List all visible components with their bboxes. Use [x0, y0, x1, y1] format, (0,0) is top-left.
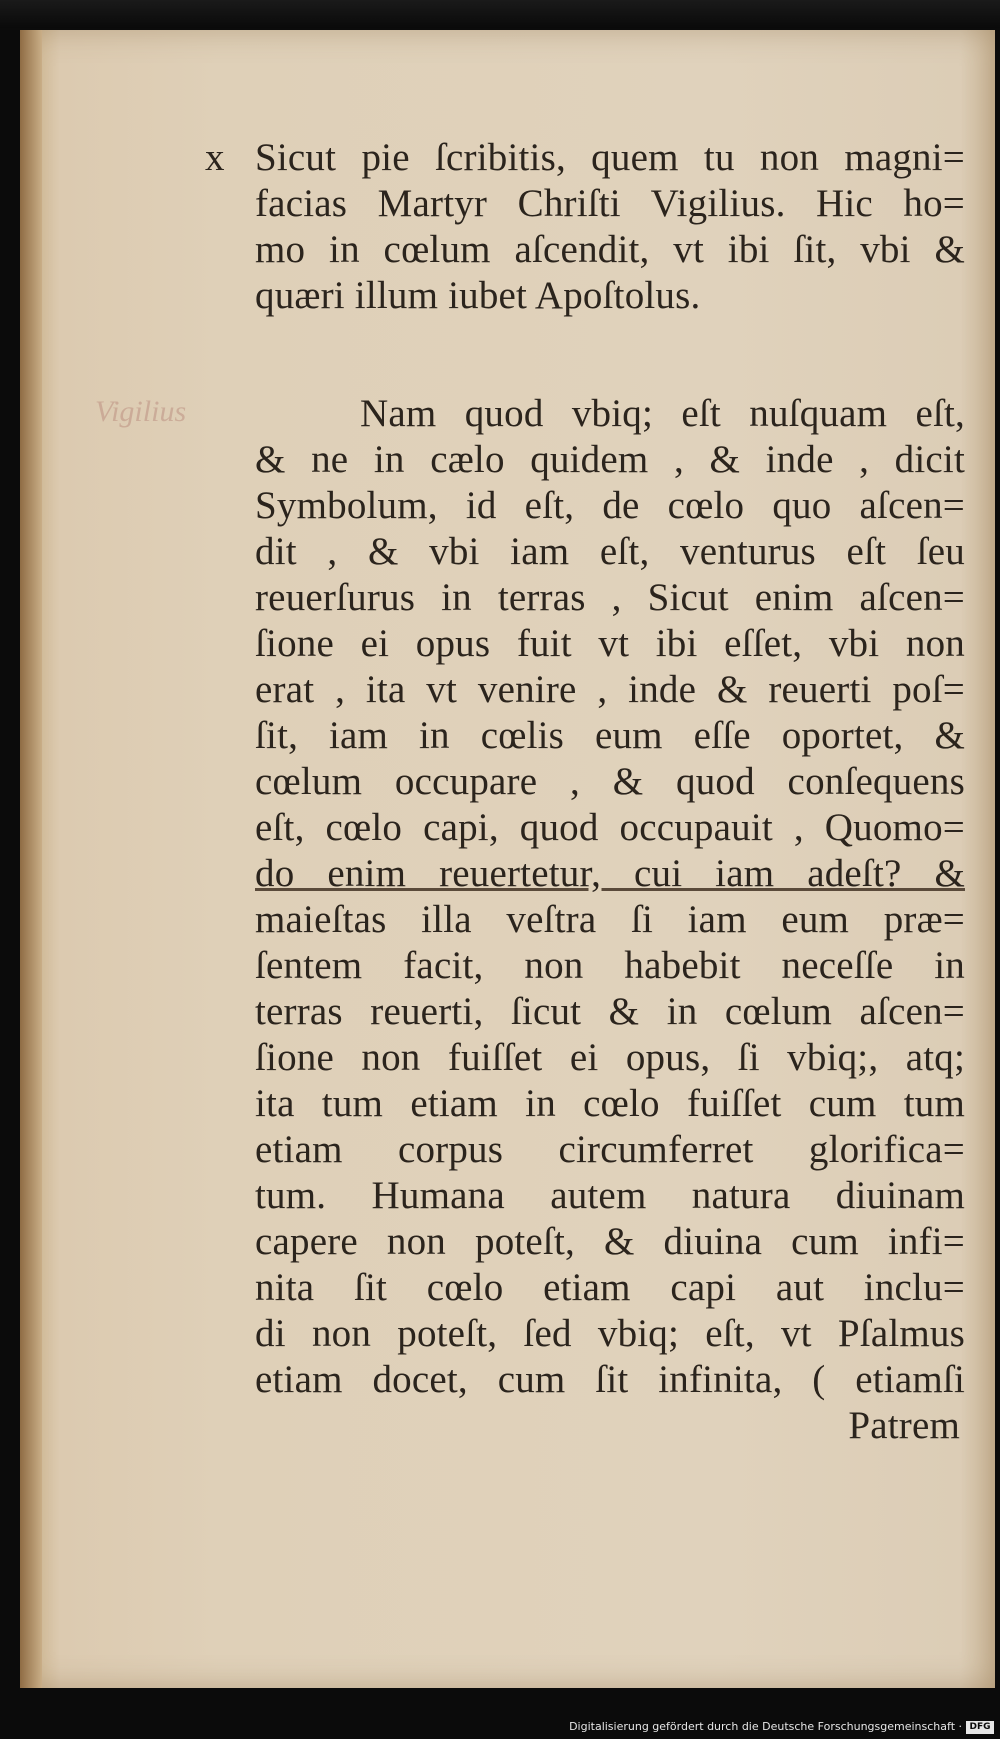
text-line: Symbolum, id eſt, de cœlo quo aſcen=: [255, 484, 965, 527]
text-line: facias Martyr Chriſti Vigilius. Hic ho=: [255, 182, 965, 225]
page-binding-edge: [20, 30, 42, 1688]
text-line: maieſtas illa veſtra ſi iam eum præ=: [255, 898, 965, 941]
text-line: erat , ita vt venire , inde & reuerti poſ=: [255, 668, 965, 711]
text-line: reuerſurus in terras , Sicut enim aſcen=: [255, 576, 965, 619]
text-line: ſione ei opus fuit vt ibi eſſet, vbi non: [255, 622, 965, 665]
text-line: cœlum occupare , & quod conſequens: [255, 760, 965, 803]
text-line: ſione non fuiſſet ei opus, ſi vbiq;, atq;: [255, 1036, 965, 1079]
text-line-underlined: do enim reuertetur, cui iam adeſt? &: [255, 852, 965, 895]
text-line: nita ſit cœlo etiam capi aut inclu=: [255, 1266, 965, 1309]
top-border: [0, 0, 1000, 28]
dfg-logo: DFG: [966, 1721, 994, 1734]
text-line: terras reuerti, ſicut & in cœlum aſcen=: [255, 990, 965, 1033]
text-line: mo in cœlum aſcendit, vt ibi ſit, vbi &: [255, 228, 965, 271]
text-line: quæri illum iubet Apoſtolus.: [255, 274, 701, 317]
paragraph-gap: [255, 319, 965, 391]
page-text: [255, 135, 965, 1449]
paragraph-2: [255, 391, 965, 1403]
text-line: dit , & vbi iam eſt, venturus eſt ſeu: [255, 530, 965, 573]
paragraph-1: [255, 135, 965, 319]
text-line: Nam quod vbiq; eſt nuſquam eſt,: [360, 392, 965, 435]
catchword: Patrem: [848, 1404, 960, 1447]
text-line: ita tum etiam in cœlo fuiſſet cum tum: [255, 1082, 965, 1125]
text-line: capere non poteſt, & diuina cum infi=: [255, 1220, 965, 1263]
margin-annotation: Vigilius: [95, 395, 187, 428]
text-line: etiam corpus circumferret glorifica=: [255, 1128, 965, 1171]
text-line: eſt, cœlo capi, quod occupauit , Quomo=: [255, 806, 965, 849]
text-line: Sicut pie ſcribitis, quem tu non magni=: [255, 136, 965, 179]
text-line: & ne in cælo quidem , & inde , dicit: [255, 438, 965, 481]
text-line: etiam docet, cum ſit infinita, ( etiamſi: [255, 1358, 965, 1401]
digitization-credit: Digitalisierung gefördert durch die Deutsche Forschungsgemeinschaft ·: [569, 1720, 962, 1733]
text-line: ſentem facit, non habebit neceſſe in: [255, 944, 965, 987]
footer-bar: [0, 1692, 1000, 1739]
text-line: ſit, iam in cœlis eum eſſe oportet, &: [255, 714, 965, 757]
margin-marker: x: [205, 136, 225, 179]
text-line: tum. Humana autem natura diuinam: [255, 1174, 965, 1217]
text-line: di non poteſt, ſed vbiq; eſt, vt Pſalmus: [255, 1312, 965, 1355]
